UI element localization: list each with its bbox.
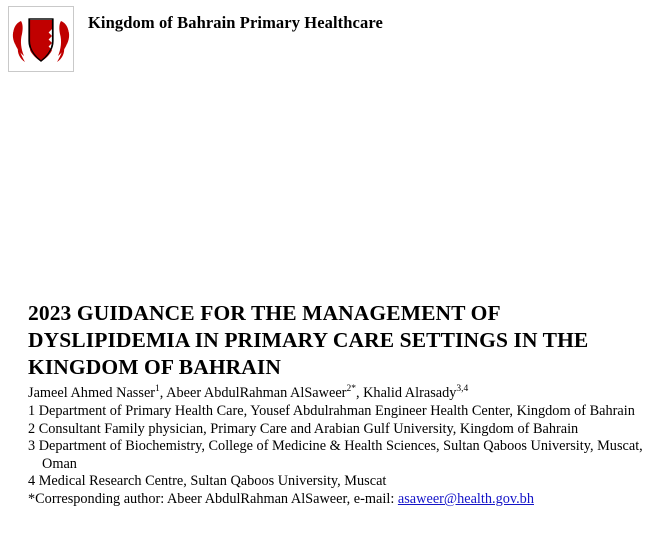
corresponding-author-text: *Corresponding author: Abeer AbdulRahman AlSaweer, e-mail: bbox=[28, 490, 398, 507]
affiliation-1: 1 Department of Primary Health Care, Yousef Abdulrahman Engineer Health Center, Kingdom of Bahrain bbox=[28, 403, 635, 419]
corresponding-author-line bbox=[28, 491, 662, 509]
bahrain-national-emblem bbox=[8, 6, 74, 72]
author-sep-2: , bbox=[355, 385, 364, 401]
page-header bbox=[0, 0, 672, 78]
author-3-affil-marker: 3,4 bbox=[456, 384, 469, 395]
corresponding-author-email-link[interactable]: asaweer@health.gov.bh bbox=[397, 490, 534, 507]
author-1-name: Jameel Ahmed Nasser bbox=[28, 385, 156, 401]
author-2-name: Abeer AbdulRahman AlSaweer bbox=[166, 385, 347, 401]
affiliation-3: 3 Department of Biochemistry, College of Medicine & Health Sciences, Sultan Qaboos University, Muscat, Oman bbox=[28, 438, 643, 472]
document-title: 2023 GUIDANCE FOR THE MANAGEMENT OF DYSLIPIDEMIA IN PRIMARY CARE SETTINGS IN THE KINGDOM OF BAHRAIN bbox=[28, 301, 589, 379]
affiliation-2: 2 Consultant Family physician, Primary Care and Arabian Gulf University, Kingdom of Bahrain bbox=[28, 420, 579, 437]
author-2-affil-marker: 2* bbox=[346, 384, 356, 395]
author-list bbox=[28, 385, 662, 402]
author-1-affil-marker: 1 bbox=[155, 384, 160, 395]
article-block bbox=[28, 300, 662, 509]
affiliation-4: 4 Medical Research Centre, Sultan Qaboos University, Muscat bbox=[28, 473, 387, 490]
page-title: Kingdom of Bahrain Primary Healthcare bbox=[88, 13, 383, 32]
author-sep-1: , bbox=[159, 385, 167, 401]
author-3-name: Khalid Alrasady bbox=[363, 385, 457, 401]
